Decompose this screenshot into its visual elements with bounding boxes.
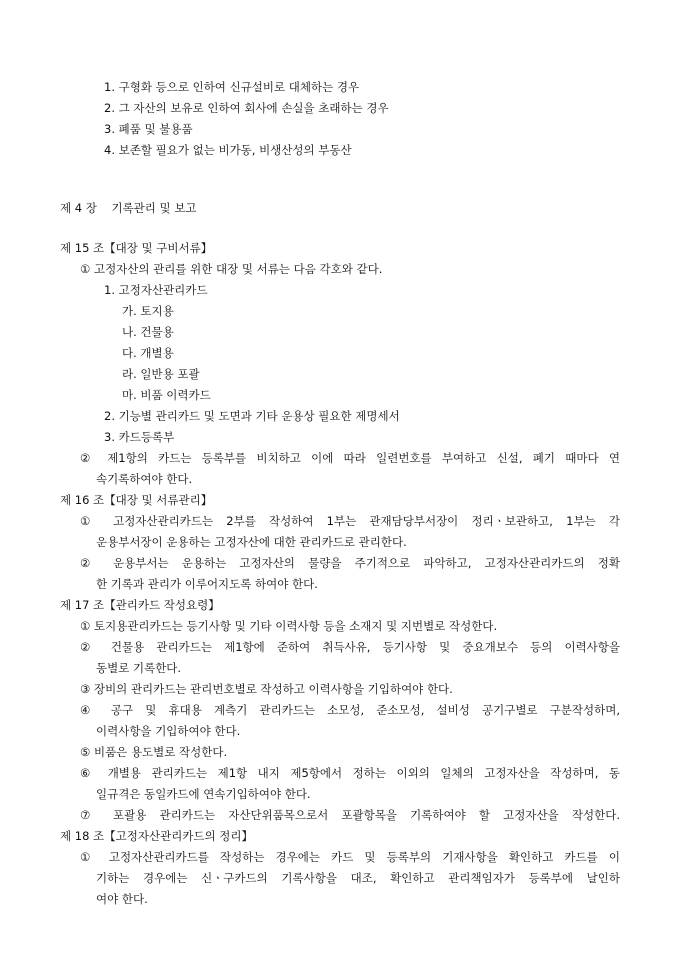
list-item: 4. 보존할 필요가 없는 비가동, 비생산성의 부동산: [104, 143, 352, 157]
paragraph: ③ 장비의 관리카드는 관리번호별로 작성하고 이력사항을 기입하여야 한다.: [80, 682, 453, 696]
paragraph-continuation: 기하는 경우에는 신ㆍ구카드의 기록사항을 대조, 확인하고 관리책임자가 등록부에 날인하: [96, 871, 620, 885]
paragraph: ② 제1항의 카드는 등록부를 비치하고 이에 따라 일련번호를 부여하고 신설, 폐기 때마다 연: [80, 451, 620, 465]
sub-item: 가. 토지용: [122, 304, 174, 318]
paragraph: ⑦ 포괄용 관리카드는 자산단위품목으로서 포괄항목을 기록하여야 할 고정자산을 작성한다.: [80, 808, 620, 822]
paragraph: ⑥ 개별용 관리카드는 제1항 내지 제5항에서 정하는 이외의 일체의 고정자산을 작성하며, 동: [80, 766, 620, 780]
list-item: 3. 카드등록부: [104, 430, 175, 444]
paragraph-continuation: 이력사항을 기입하여야 한다.: [96, 724, 241, 738]
paragraph: ① 고정자산관리카드를 작성하는 경우에는 카드 및 등록부의 기재사항을 확인하고 카드를 이: [80, 850, 620, 864]
paragraph: ⑤ 비품은 용도별로 작성한다.: [80, 745, 228, 759]
list-item: 2. 그 자산의 보유로 인하여 회사에 손실을 초래하는 경우: [104, 101, 389, 115]
paragraph: ① 고정자산의 관리를 위한 대장 및 서류는 다음 각호와 같다.: [80, 262, 383, 276]
paragraph-continuation: 운용부서장이 운용하는 고정자산에 대한 관리카드로 관리한다.: [96, 535, 407, 549]
paragraph-continuation: 동별로 기록한다.: [96, 661, 182, 675]
article-18-heading: 제 18 조【고정자산관리카드의 정리】: [60, 829, 254, 843]
paragraph: ② 운용부서는 운용하는 고정자산의 물량을 주기적으로 파악하고, 고정자산관리카드의 정확: [80, 556, 620, 570]
list-item: 2. 기능별 관리카드 및 도면과 기타 운용상 필요한 제명세서: [104, 409, 400, 423]
paragraph-continuation: 속기록하여야 한다.: [96, 472, 193, 486]
list-item: 1. 구형화 등으로 인하여 신규설비로 대체하는 경우: [104, 80, 360, 94]
paragraph: ① 토지용관리카드는 등기사항 및 기타 이력사항 등을 소재지 및 지번별로 작성한다.: [80, 619, 498, 633]
article-15-heading: 제 15 조【대장 및 구비서류】: [60, 241, 213, 255]
paragraph: ④ 공구 및 휴대용 계측기 관리카드는 소모성, 준소모성, 설비성 공기구별로 구분작성하며,: [80, 703, 620, 717]
article-16-heading: 제 16 조【대장 및 서류관리】: [60, 493, 213, 507]
list-item: 3. 폐품 및 불용품: [104, 122, 193, 136]
paragraph: ② 건물용 관리카드는 제1항에 준하여 취득사유, 등기사항 및 중요개보수 등의 이력사항을: [80, 640, 620, 654]
article-17-heading: 제 17 조【관리카드 작성요령】: [60, 598, 220, 612]
paragraph-continuation: 한 기록과 관리가 이루어지도록 하여야 한다.: [96, 577, 318, 591]
sub-item: 나. 건물용: [122, 325, 174, 339]
paragraph-continuation: 일규격은 동일카드에 연속기입하여야 한다.: [96, 787, 311, 801]
paragraph: ① 고정자산관리카드는 2부를 작성하여 1부는 관재담당부서장이 정리ㆍ보관하고, 1부는 각: [80, 514, 620, 528]
sub-item: 다. 개별용: [122, 346, 174, 360]
paragraph-continuation: 여야 한다.: [96, 892, 148, 906]
chapter-heading: 제 4 장 기록관리 및 보고: [60, 201, 197, 215]
list-item: 1. 고정자산관리카드: [104, 283, 208, 297]
sub-item: 라. 일반용 포괄: [122, 367, 200, 381]
sub-item: 마. 비품 이력카드: [122, 388, 211, 402]
